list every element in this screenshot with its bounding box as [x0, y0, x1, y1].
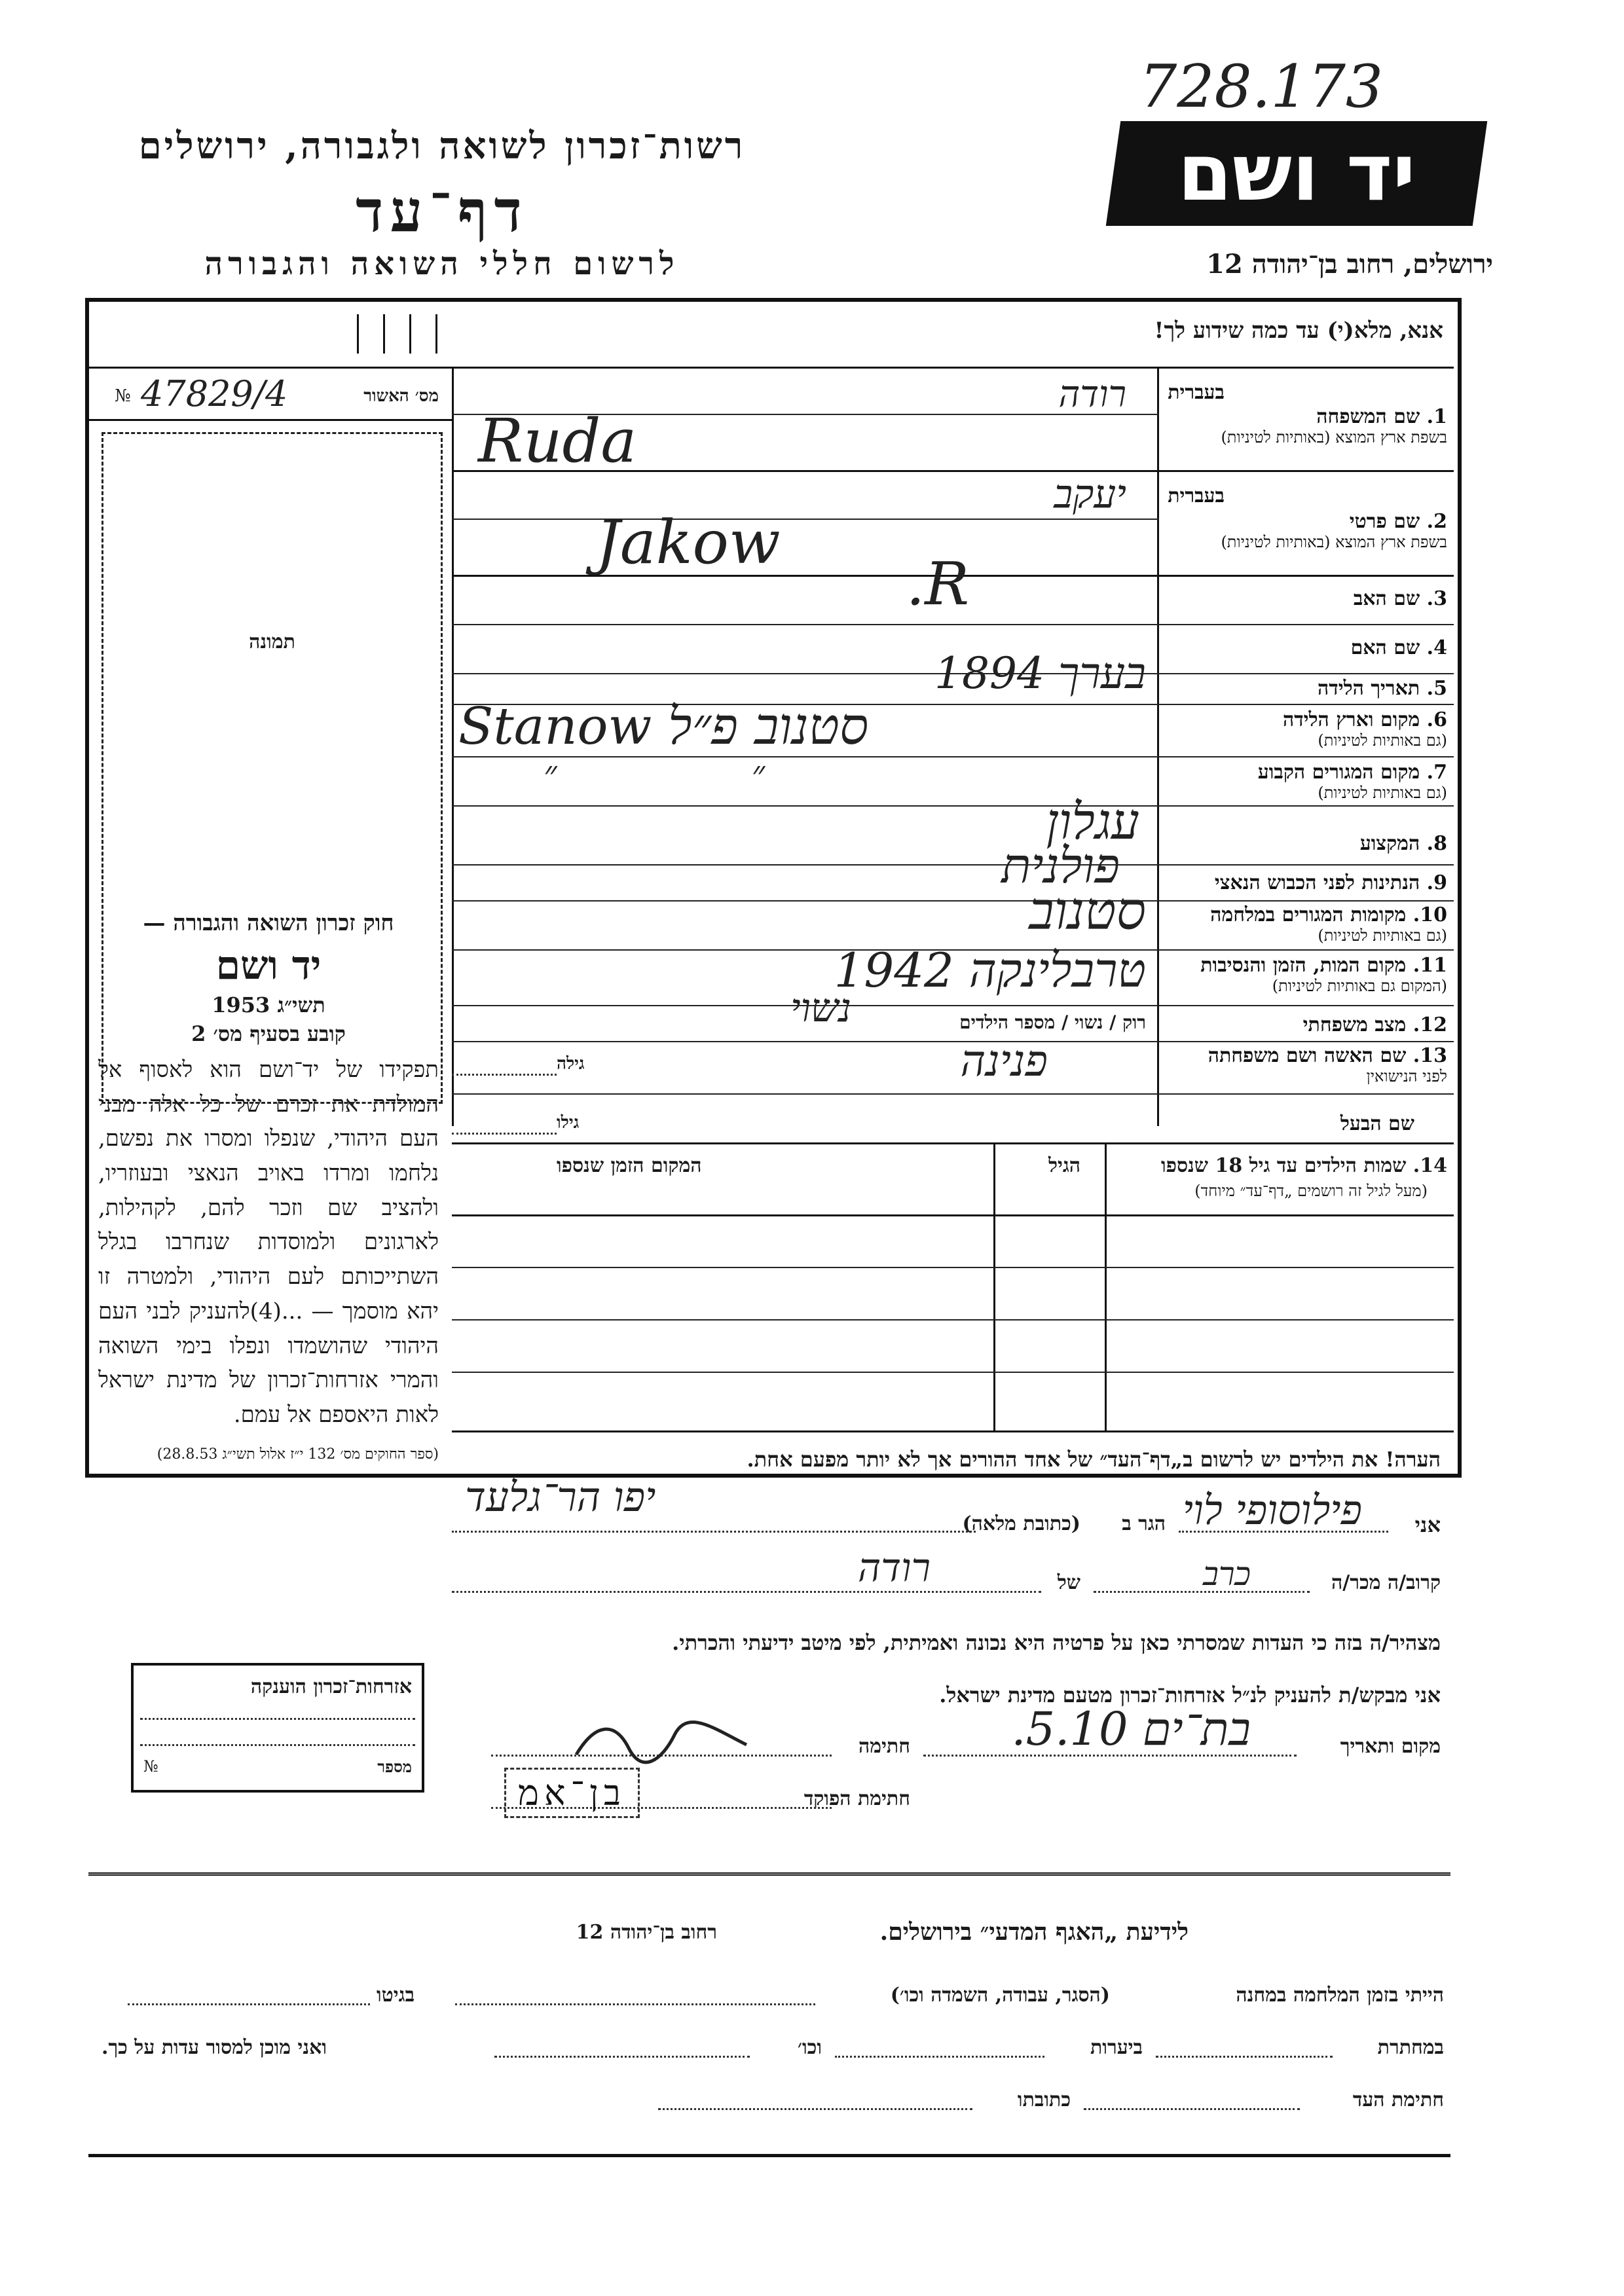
of-value: רודה — [858, 1545, 931, 1591]
field-husband-name — [452, 1093, 1454, 1146]
footer-dotline — [455, 2003, 815, 2005]
footer-dotline — [835, 2056, 1044, 2058]
request-line: אנא, מלא(י) עד כמה שידוע לך! — [1154, 318, 1443, 344]
row-rule — [452, 519, 1159, 520]
footer-line2-b: ביערות — [1090, 2036, 1143, 2059]
law-section: קובע בסעיף מס׳ 2 — [191, 1021, 346, 1046]
age-label: גילה — [557, 1054, 585, 1074]
col-place-label: המקום הזמן שנספו — [557, 1154, 702, 1177]
table-row — [452, 1214, 1454, 1216]
law-name: יד ושם — [215, 943, 322, 989]
fields-grid — [452, 367, 1454, 1152]
table-row — [452, 1267, 1454, 1268]
hebrew-label: בעברית — [1168, 484, 1225, 507]
field-value: פנינה — [960, 1036, 1048, 1086]
citizenship-box — [131, 1663, 424, 1793]
field-label: שם המשפחה — [1316, 405, 1420, 428]
field-value: טרבלינקה 1942 — [834, 943, 1146, 998]
field-number: 2. — [1426, 510, 1447, 533]
footer-dotline — [1084, 2108, 1300, 2110]
footer-bottom-rule — [88, 2154, 1450, 2157]
col-divider — [993, 1142, 995, 1430]
org-address: ירושלים, רחוב בן־יהודה 12 — [1206, 249, 1493, 280]
citizenship-title: אזרחות־זכרון הוענקה — [250, 1675, 412, 1698]
field-label: מקומות המגורים במלחמה — [1210, 903, 1407, 926]
footer-line2-d: ואני מוכן למסור עדות על כך. — [101, 2036, 327, 2059]
field-value: סטנוב — [1029, 881, 1146, 941]
age-line — [452, 1133, 557, 1135]
ticks-row — [88, 301, 452, 367]
footer-line1-a: הייתי בזמן המלחמה במחנה — [1236, 1984, 1444, 2007]
signature-label: חתימה — [858, 1735, 910, 1758]
officer-label: חתימת הפוקד — [803, 1787, 910, 1810]
org-line1: רשות־זכרון לשואה ולגבורה, ירושלים — [138, 124, 746, 168]
relation-label: קרוב/ה מכר/ה — [1331, 1571, 1441, 1594]
children-sublabel: (מעל לגיל זה רושמים „דף־עד״ מיוחד) — [1194, 1182, 1428, 1200]
officer-stamp: בן־אמ — [504, 1768, 640, 1818]
field-label: תאריך הלידה — [1318, 677, 1420, 700]
footer-line3-b: כתובתו — [1017, 2088, 1071, 2111]
citizenship-request: אני מבקש/ת להעניק לנ״ל אזרחות־זכרון מטעם מדינת ישראל. — [939, 1683, 1441, 1707]
field-sublabel: (גם באותיות לטיניות) — [1318, 731, 1447, 750]
citizenship-line — [140, 1718, 415, 1720]
hebrew-value: יעקב — [1054, 471, 1126, 517]
citizenship-line — [140, 1744, 415, 1746]
age-label: גילו — [557, 1113, 580, 1133]
field-value: פולנית — [1001, 838, 1120, 894]
field-number: 6. — [1426, 708, 1447, 731]
of-line — [452, 1591, 1041, 1593]
ani-label: אני — [1414, 1512, 1441, 1537]
table-row — [452, 1430, 1454, 1432]
footer-section — [88, 1892, 1450, 2134]
footer-line3-a: חתימת העד — [1352, 2088, 1444, 2111]
law-text: תפקידו של יד־ושם הוא לאסוף אל המולדת את זכרם של כל אלה מבני העם היהודי, שנפלו ומסרו את נפשם, נלחמו ומרדו באויב הנאצי ובעוזריו, ולהציב שם וזכר להם, לקהילות, לארגונים ולמוסדות שנחרבו בגלל השתייכותם לעם היהודי, ולמטרה זו יהא מוסמך — ...(4)להעניק לבני העם היהודי שהושמדו ונפלו בימי השואה והמרי אזרחות־זכרון של מדינת ישראל לאות היאספם אל עמם. — [98, 1057, 439, 1428]
field-value: ״ ״ — [544, 753, 857, 794]
law-year: תשי״ג 1953 — [212, 993, 325, 1017]
field-number: 3. — [1426, 587, 1447, 610]
col-age-label: הגיל — [1048, 1154, 1080, 1177]
relation-value: כרב — [1202, 1555, 1251, 1593]
hebrew-label: בעברית — [1168, 381, 1225, 404]
field-label: מקום המות, הזמן והנסיבות — [1200, 954, 1407, 977]
field-father-name — [452, 550, 1454, 625]
footer-dotline — [1156, 2056, 1333, 2058]
form-subtitle: לרשום חללי השואה והגבורה — [204, 246, 680, 282]
col-divider — [1105, 1142, 1107, 1430]
field-birth-place — [452, 697, 1454, 756]
footer-dotline — [128, 2003, 370, 2005]
footer-line1-b: (הסגר, עבודה, השמדה וכו׳) — [890, 1984, 1110, 2007]
field-number: 13. — [1412, 1044, 1447, 1067]
field-permanent-residence — [452, 753, 1454, 805]
field-number: 10. — [1412, 903, 1447, 926]
residing-label: הגר ב — [1122, 1512, 1166, 1535]
field-value: סטנוב פ״ל Stanow — [458, 697, 869, 756]
latin-value: Jakow — [596, 507, 781, 577]
yad-vashem-logo — [1106, 121, 1487, 226]
declarant-address: יפו הר־גלעד — [465, 1473, 656, 1521]
address-label: (כתובת מלאה) — [962, 1512, 1080, 1535]
footer-line2-a: במחתרת — [1377, 2036, 1444, 2059]
place-date-label: מקום ותאריך — [1340, 1735, 1441, 1758]
field-sublabel: (גם באותיות לטיניות) — [1318, 926, 1447, 945]
declarant-name: פילוסופי לוי — [1182, 1486, 1362, 1534]
field-number: 4. — [1426, 636, 1447, 659]
field-label: שם האשה ושם משפחתה — [1208, 1044, 1407, 1067]
field-label: שם האב — [1353, 587, 1420, 610]
citizenship-no: № — [143, 1757, 158, 1776]
children-table — [452, 1142, 1454, 1437]
photo-label: תמונה — [249, 630, 295, 653]
archive-number: 728.173 — [1139, 52, 1384, 121]
relation-line — [1094, 1591, 1310, 1593]
table-row — [452, 1319, 1454, 1321]
field-label: שם הבעל — [1340, 1112, 1414, 1135]
field-sublabel: בשפת ארץ המוצא (באותיות לטיניות) — [1221, 428, 1447, 446]
remark: הערה! את הילדים יש לרשום ב„דף־העד״ של אחד ההורים אך לא יותר מפעם אחת. — [747, 1447, 1441, 1472]
footer-title: לידיעת „האגף המדעי״ בירושלים. — [879, 1918, 1189, 1946]
row-rule — [88, 419, 452, 421]
law-source: (ספר החוקים מס׳ 132 י״ז אלול תשי״ג 28.8.53) — [157, 1446, 439, 1463]
footer-line2-c: וכו׳ — [798, 2036, 822, 2059]
of-label: של — [1057, 1571, 1080, 1594]
footer-dotline — [494, 2056, 750, 2058]
footer-line1-c: בגיטו — [377, 1984, 415, 2007]
field-label: המקצוע — [1359, 832, 1420, 855]
field-death-place — [452, 943, 1454, 1005]
field-label: שם פרטי — [1349, 510, 1420, 533]
form-title: דף־עד — [356, 177, 528, 245]
declaration-text: מצהיר/ה בזה כי העדות שמסרתי כאן על פרטיה היא נכונה ואמיתית, לפי מיטב ידיעתי והכרתי. — [672, 1630, 1441, 1655]
age-line — [452, 1074, 557, 1076]
footer-address: רחוב בן־יהודה 12 — [576, 1921, 717, 1944]
row-rule — [88, 367, 452, 369]
field-sublabel: לפני הנישואין — [1366, 1066, 1447, 1085]
logo-text: יד ושם — [1177, 128, 1416, 219]
table-row — [452, 1372, 1454, 1373]
address-line — [452, 1531, 976, 1533]
field-value: בערך 1894 — [934, 648, 1146, 699]
law-block — [85, 910, 452, 1463]
status-options: רוק / נשוי / מספר הילדים — [959, 1011, 1146, 1033]
field-value: R. — [906, 550, 969, 619]
field-sublabel: (המקום גם באותיות לטיניות) — [1272, 976, 1447, 995]
approval-value: 47829/4 — [141, 373, 288, 414]
field-number: 1. — [1426, 405, 1447, 428]
field-number: 12. — [1412, 1013, 1447, 1036]
field-label: מקום המגורים הקבוע — [1257, 761, 1420, 784]
footer-dotline — [658, 2108, 972, 2110]
field-label: מצב משפחתי — [1302, 1013, 1407, 1036]
signature-scribble — [570, 1709, 753, 1768]
hebrew-value: רודה — [1058, 373, 1126, 416]
latin-value: Ruda — [478, 406, 637, 476]
field-number: 5. — [1426, 677, 1447, 700]
field-number: 11. — [1412, 954, 1447, 977]
field-number: 7. — [1426, 761, 1447, 784]
field-label: הנתינות לפני הכבוש הנאצי — [1214, 871, 1420, 894]
citizenship-number-label: מספר — [377, 1757, 412, 1776]
field-value: עגלון — [1046, 792, 1139, 850]
table-top-rule — [452, 1142, 1454, 1144]
field-number: 8. — [1426, 832, 1447, 855]
law-title: חוק זכרון השואה והגבורה — — [143, 910, 394, 936]
field-label: שם האם — [1350, 636, 1420, 659]
field-sublabel: (גם באותיות לטיניות) — [1318, 783, 1447, 802]
children-label: 14. שמות הילדים עד גיל 18 שנספו — [1160, 1154, 1447, 1177]
field-number: 9. — [1426, 871, 1447, 894]
declarant-section — [452, 1473, 1447, 1833]
footer-rule — [88, 1872, 1450, 1876]
place-date-value: בת־ים 5.10. — [1011, 1702, 1251, 1756]
field-sublabel: בשפת ארץ המוצא (באותיות לטיניות) — [1221, 532, 1447, 551]
field-wife-name — [452, 1036, 1454, 1093]
approval-label: מס׳ האשור — [363, 386, 439, 406]
field-value: נשוי — [790, 985, 851, 1031]
field-label: מקום וארץ הלידה — [1282, 708, 1420, 731]
field-family-name — [452, 367, 1454, 476]
approval-no: № — [115, 386, 131, 406]
